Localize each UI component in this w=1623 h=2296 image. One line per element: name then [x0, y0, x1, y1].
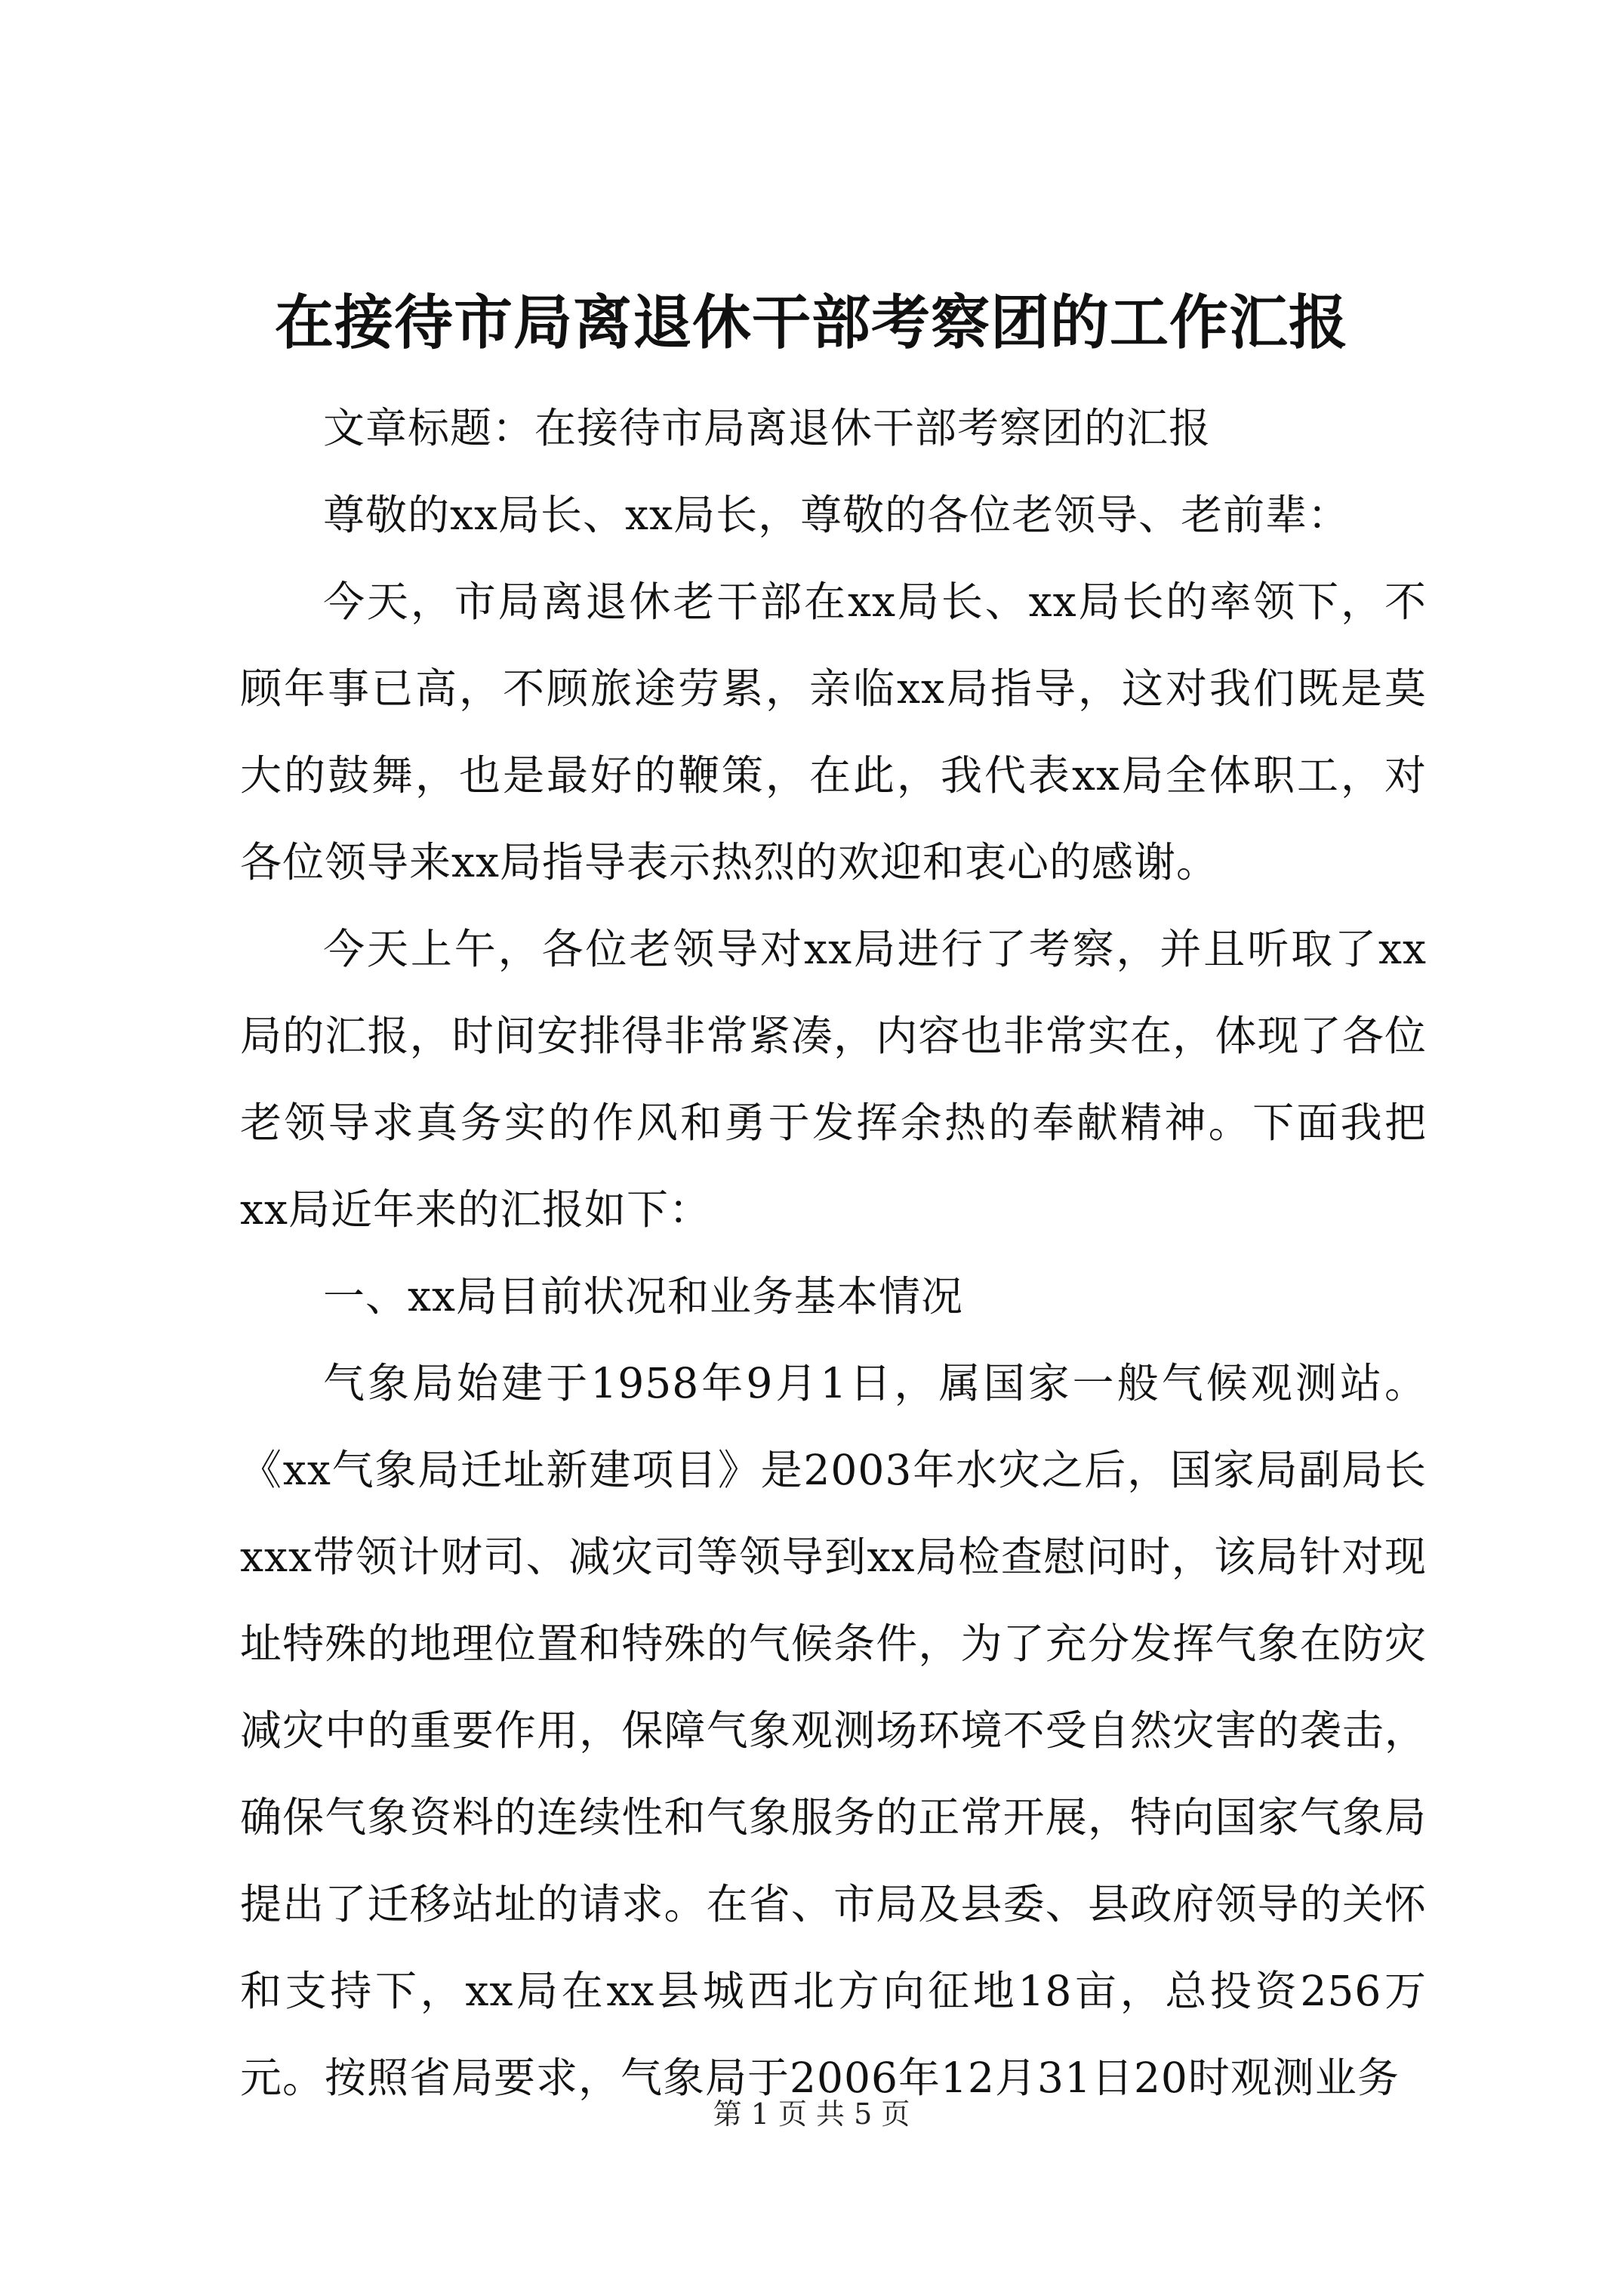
document-title: 在接待市局离退休干部考察团的工作汇报 — [274, 288, 1348, 357]
section-heading: 一、xx局目前状况和业务基本情况 — [323, 1272, 964, 1321]
inspection-paragraph: 今天上午，各位老领导对xx局进行了考察，并且听取了xx局的汇报，时间安排得非常紧凑，内容也非常实在，体现了各位老领导求真务实的作风和勇于发挥余热的奉献精神。下面我把xx局近年来的汇报如下： — [240, 925, 1427, 1234]
page-number-footer: 第 1 页 共 5 页 — [713, 2097, 910, 2131]
salutation-paragraph: 尊敬的xx局长、xx局长，尊敬的各位老领导、老前辈： — [323, 491, 1350, 539]
history-paragraph: 气象局始建于1958年9月1日，属国家一般气候观测站。《xx气象局迁址新建项目》是2003年水灾之后，国家局副局长xxx带领计财司、减灾司等领导到xx局检查慰问时，该局针对现址特殊的地理位置和特殊的气候条件，为了充分发挥气象在防灾减灾中的重要作用，保障气象观测场环境不受自然灾害的袭击，确保气象资料的连续性和气象服务的正常开展，特向国家气象局提出了迁移站址的请求。在省、市局及县委、县政府领导的关怀和支持下，xx局在xx县城西北方向征地18亩，总投资256万元。按照省局要求，气象局于2006年12月31日20时观测业务 — [240, 1359, 1427, 2102]
article-title-line: 文章标题：在接待市局离退休干部考察团的汇报 — [323, 404, 1212, 452]
welcome-paragraph: 今天，市局离退休老干部在xx局长、xx局长的率领下，不顾年事已高，不顾旅途劳累，亲临xx局指导，这对我们既是莫大的鼓舞，也是最好的鞭策，在此，我代表xx局全体职工，对各位领导来xx局指导表示热烈的欢迎和衷心的感谢。 — [240, 578, 1427, 886]
document-body — [240, 385, 1427, 2122]
